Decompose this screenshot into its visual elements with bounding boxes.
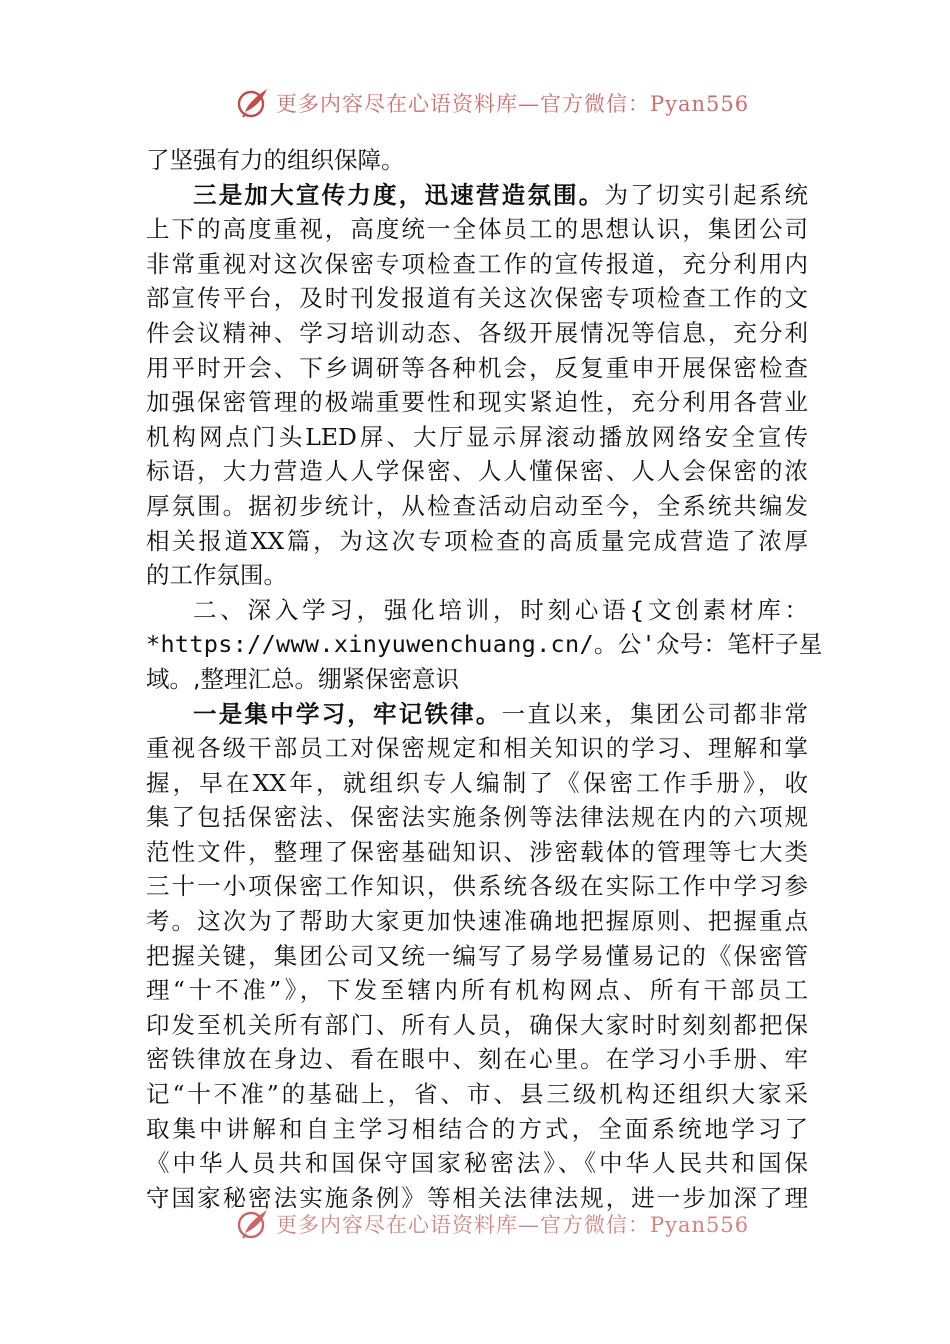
section-heading-line: 域。,整理汇总。绷紧保密意识 — [146, 664, 459, 693]
paragraph-line: 三十一小项保密工作知识，供系统各级在实际工作中学习参 — [146, 872, 808, 901]
bold-lead: 三是加大宣传力度，迅速营造氛围。 — [193, 180, 605, 209]
paragraph-line: 《中华人员共和国保守国家秘密法》、《中华人民共和国保 — [146, 1149, 808, 1178]
quill-pen-logo-icon — [236, 86, 270, 120]
paragraph-line: 守国家秘密法实施条例》等相关法律法规，进一步加深了理 — [146, 1183, 808, 1212]
paragraph-line: 加强保密管理的极端重要性和现实紧迫性，充分利用各营业 — [146, 388, 808, 417]
paragraph-line: 用平时开会、下乡调研等各种机会，反复重申开展保密检查 — [146, 353, 808, 382]
paragraph-line: 握，早在XX年，就组织专人编制了《保密工作手册》，收 — [146, 768, 808, 797]
paragraph-line: 机构网点门头LED屏、大厅显示屏滚动播放网络安全宣传 — [146, 422, 808, 451]
watermark-text: 更多内容尽在心语资料库—官方微信：Pyan556 — [276, 92, 750, 116]
paragraph-line: 的工作氛围。 — [146, 561, 287, 590]
paragraph-line: 件会议精神、学习培训动态、各级开展情况等信息，充分利 — [146, 318, 808, 347]
paragraph-line: 部宣传平台，及时刊发报道有关这次保密专项检查工作的文 — [146, 284, 808, 313]
paragraph-line: 密铁律放在身边、看在眼中、刻在心里。在学习小手册、牢 — [146, 1045, 808, 1074]
paragraph-line: 理“十不准”》，下发至辖内所有机构网点、所有干部员工 — [146, 976, 808, 1005]
document-body — [146, 143, 823, 1215]
quill-pen-logo-icon — [236, 1207, 270, 1241]
bold-lead: 一是集中学习，牢记铁律。 — [193, 699, 502, 728]
paragraph-first-line: 三是加大宣传力度，迅速营造氛围。为了切实引起系统 — [193, 180, 809, 209]
paragraph-line: 范性文件，整理了保密基础知识、涉密载体的管理等七大类 — [146, 837, 808, 866]
header-watermark — [236, 83, 749, 123]
paragraph-line: 集了包括保密法、保密法实施条例等法律法规在内的六项规 — [146, 803, 808, 832]
footer-watermark — [236, 1204, 749, 1244]
paragraph-first-line: 一是集中学习，牢记铁律。一直以来，集团公司都非常 — [193, 699, 809, 728]
watermark-text: 更多内容尽在心语资料库—官方微信：Pyan556 — [276, 1213, 750, 1237]
paragraph-line: 重视各级干部员工对保密规定和相关知识的学习、理解和掌 — [146, 734, 808, 763]
paragraph-line: 印发至机关所有部门、所有人员，确保大家时时刻刻都把保 — [146, 1010, 808, 1039]
section-heading-line: 二、深入学习，强化培训，时刻心语{文创素材库： — [193, 595, 808, 624]
paragraph-line: 取集中讲解和自主学习相结合的方式，全面系统地学习了 — [146, 1114, 808, 1143]
paragraph-line: 记“十不准”的基础上，省、市、县三级机构还组织大家采 — [146, 1080, 808, 1109]
paragraph-line: 上下的高度重视，高度统一全体员工的思想认识，集团公司 — [146, 215, 808, 244]
paragraph-line: 非常重视对这次保密专项检查工作的宣传报道，充分利用内 — [146, 249, 808, 278]
paragraph-line: 厚氛围。据初步统计，从检查活动启动至今，全系统共编发 — [146, 491, 808, 520]
paragraph-line: 标语，大力营造人人学保密、人人懂保密、人人会保密的浓 — [146, 457, 808, 486]
paragraph-line: 相关报道XX篇，为这次专项检查的高质量完成营造了浓厚 — [146, 526, 808, 555]
paragraph-line: 把握关键，集团公司又统一编写了易学易懂易记的《保密管 — [146, 941, 808, 970]
section-heading-line: *https://www.xinyuwenchuang.cn/。公'众号：笔杆子星 — [146, 630, 823, 659]
paragraph-line: 了坚强有力的组织保障。 — [146, 146, 405, 174]
paragraph-line: 考。这次为了帮助大家更加快速准确地把握原则、把握重点 — [146, 907, 808, 936]
